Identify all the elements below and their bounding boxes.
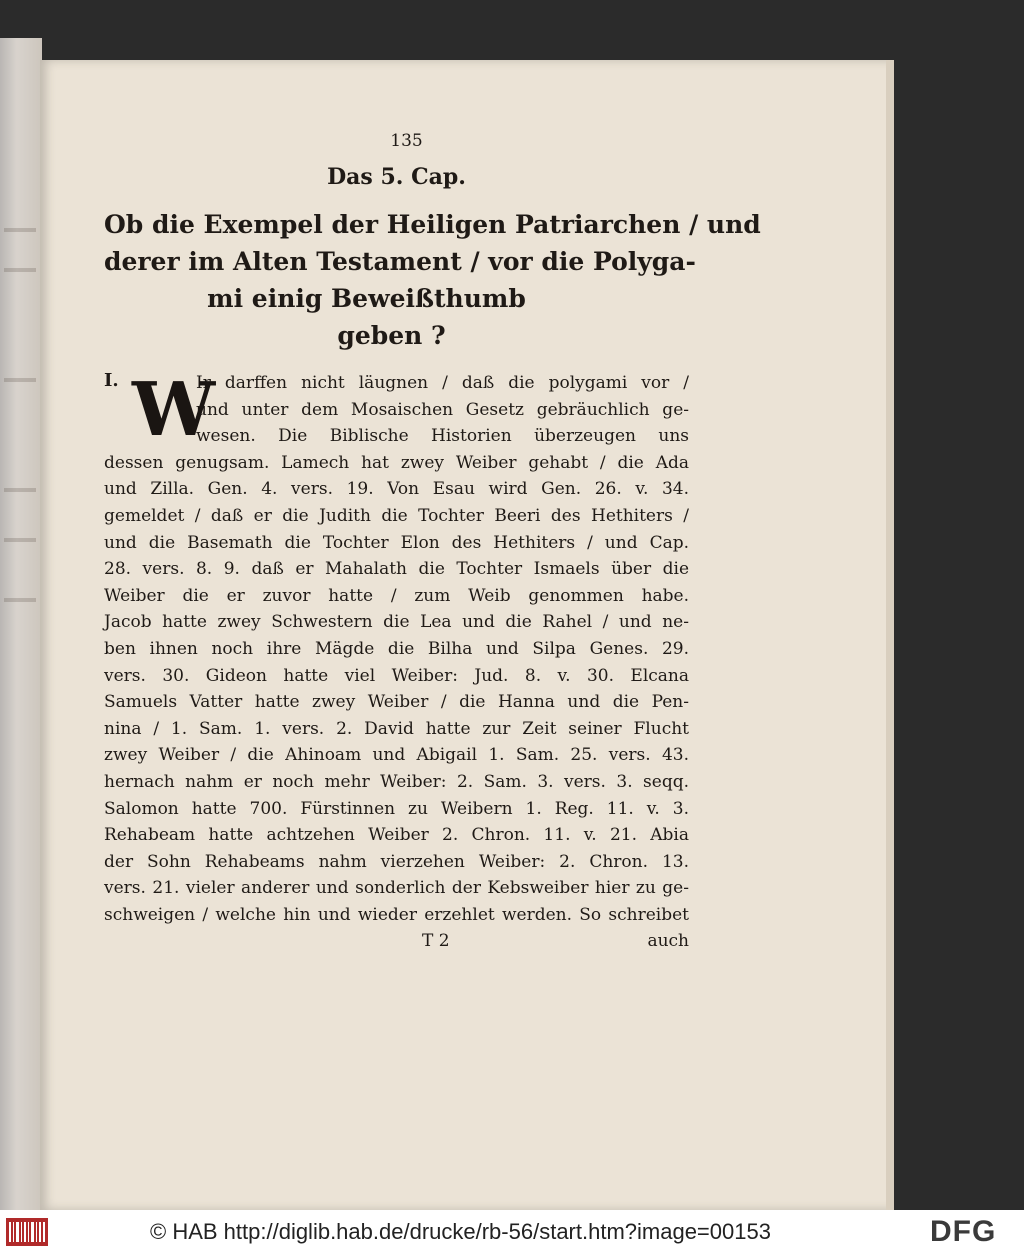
drop-cap-initial: W: [132, 367, 216, 453]
text-line: Rehabeam hatte achtzehen Weiber 2. Chron. 11. v. 21. Abia: [104, 825, 689, 846]
text-line: und die Basemath die Tochter Elon des Hethiters / und Cap.: [104, 532, 689, 553]
text-line: Salomon hatte 700. Fürstinnen zu Weibern 1. Reg. 11. v. 3.: [104, 798, 689, 819]
catchword: auch: [647, 931, 689, 952]
title-line: Ob die Exempel der Heiligen Patriarchen / und: [104, 210, 761, 239]
text-line: hernach nahm er noch mehr Weiber: 2. Sam. 3. vers. 3. seqq.: [104, 771, 689, 792]
facing-page-edge: [0, 38, 42, 1210]
paragraph-body: [104, 367, 689, 954]
text-line: und Zilla. Gen. 4. vers. 19. Von Esau wird Gen. 26. v. 34.: [104, 479, 689, 500]
text-line: schweigen / welche hin und wieder erzehlet werden. So schreibet: [104, 904, 689, 925]
text-line: vers. 30. Gideon hatte viel Weiber: Jud. 8. v. 30. Elcana: [104, 665, 689, 686]
text-line: zwey Weiber / die Ahinoam und Abigail 1. Sam. 25. vers. 43.: [104, 745, 689, 766]
chapter-heading: Das 5. Cap.: [327, 164, 466, 190]
text-line: und unter dem Mosaischen Gesetz gebräuchlich ge-: [196, 399, 689, 420]
text-line: Jacob hatte zwey Schwestern die Lea und die Rahel / und ne-: [104, 612, 689, 633]
text-line: nina / 1. Sam. 1. vers. 2. David hatte zur Zeit seiner Flucht: [104, 718, 689, 739]
dfg-logo: DFG: [930, 1215, 997, 1248]
page-edge: [886, 60, 894, 1210]
text-line: 28. vers. 8. 9. daß er Mahalath die Tochter Ismaels über die: [104, 559, 689, 580]
text-line: wesen. Die Biblische Historien überzeugen uns: [196, 426, 689, 447]
paragraph-number: I.: [104, 370, 119, 391]
text-line: dessen genugsam. Lamech hat zwey Weiber gehabt / die Ada: [104, 452, 689, 473]
title-line: geben ?: [337, 321, 446, 350]
barcode-icon: [6, 1218, 48, 1246]
book-page: [40, 60, 892, 1210]
text-line: gemeldet / daß er die Judith die Tochter Beeri des Hethiters /: [104, 505, 689, 526]
page-number: 135: [390, 131, 423, 151]
source-credit-link[interactable]: © HAB http://diglib.hab.de/drucke/rb-56/start.htm?image=00153: [150, 1219, 771, 1244]
text-line: Samuels Vatter hatte zwey Weiber / die Hanna und die Pen-: [104, 692, 689, 713]
text-line: Ir darffen nicht läugnen / daß die polygami vor /: [196, 373, 689, 393]
title-line: mi einig Beweißthumb: [207, 284, 526, 313]
title-line: derer im Alten Testament / vor die Polyga-: [104, 247, 696, 276]
viewer-footer: [0, 1210, 1024, 1254]
page-text-block: [104, 128, 761, 954]
signature-mark: T 2: [422, 931, 450, 952]
text-line: der Sohn Rehabeams nahm vierzehen Weiber: 2. Chron. 13.: [104, 851, 689, 872]
text-line: Weiber die er zuvor hatte / zum Weib genommen habe.: [104, 585, 689, 606]
text-line: vers. 21. vieler anderer und sonderlich der Kebsweiber hier zu ge-: [104, 878, 689, 899]
chapter-title: [104, 206, 761, 354]
text-line: ben ihnen noch ihre Mägde die Bilha und Silpa Genes. 29.: [104, 638, 689, 659]
page-foot: [104, 928, 689, 954]
